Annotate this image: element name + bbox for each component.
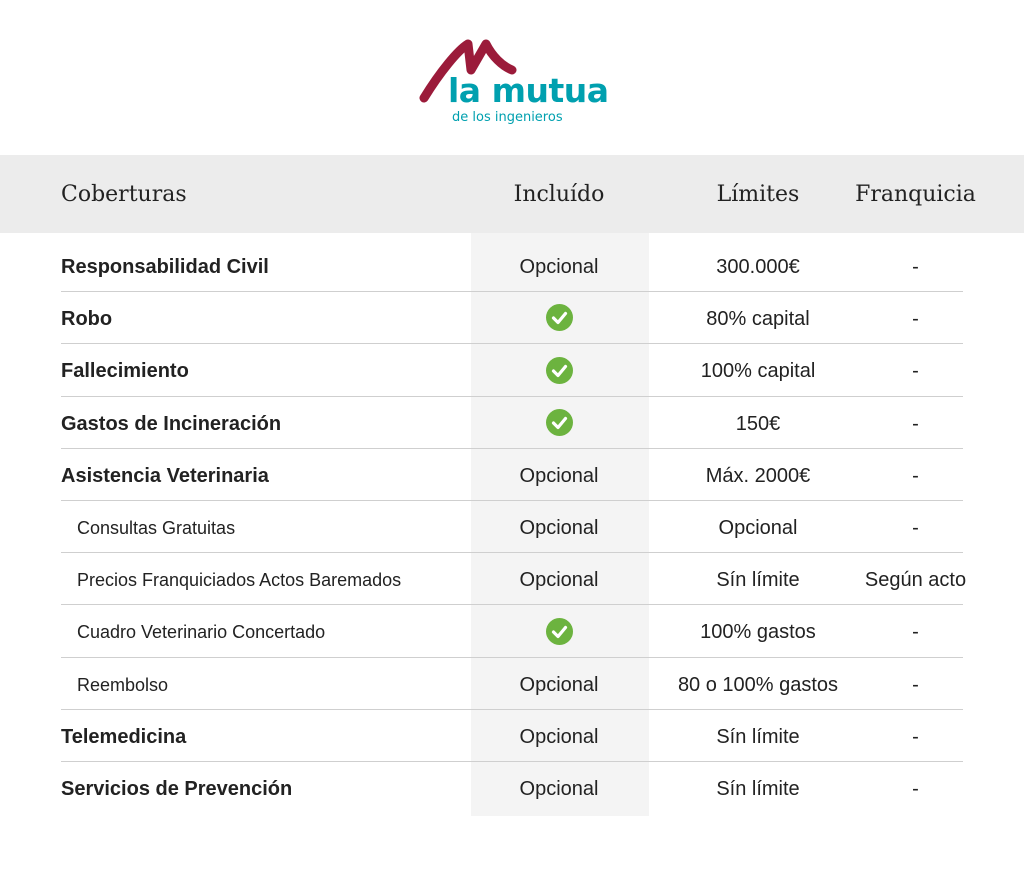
- limit-value: 150€: [735, 412, 781, 435]
- coverage-name: Robo: [61, 308, 113, 331]
- coverage-name: Servicios de Prevención: [61, 777, 293, 800]
- coverage-name: Reembolso: [77, 674, 169, 695]
- coverage-name: Precios Franquiciados Actos Baremados: [77, 570, 402, 591]
- included-cell: [470, 605, 648, 657]
- coverage-name: Responsabilidad Civil: [61, 256, 269, 278]
- table-header: [0, 155, 1024, 233]
- included-value: Opcional: [519, 256, 599, 278]
- coverage-name: Telemedicina: [61, 725, 187, 748]
- included-value: Opcional: [519, 673, 599, 696]
- included-value: Opcional: [519, 464, 599, 487]
- header-coverage: Coberturas: [61, 182, 187, 207]
- coverage-name: Asistencia Veterinaria: [61, 464, 269, 487]
- table-row: [0, 344, 1024, 396]
- header-deductible: Franquicia: [855, 182, 976, 207]
- table-row: [0, 710, 1024, 762]
- check-icon: [546, 357, 573, 384]
- deductible-value: Según acto: [864, 569, 967, 592]
- table-row: [0, 605, 1024, 657]
- coverage-name: Cuadro Veterinario Concertado: [77, 622, 326, 643]
- limit-value: Sín límite: [716, 569, 800, 592]
- limit-value: 300.000€: [716, 256, 800, 278]
- logo-tagline: de los ingenieros: [452, 110, 563, 125]
- coverage-name: Consultas Gratuitas: [77, 517, 236, 538]
- deductible-value: -: [912, 308, 919, 331]
- check-icon: [546, 618, 573, 645]
- included-cell: [470, 397, 648, 449]
- included-cell: [470, 344, 648, 396]
- deductible-value: -: [912, 360, 919, 383]
- table-row: [0, 240, 1024, 292]
- coverage-table: [0, 240, 1024, 814]
- included-cell: [470, 292, 648, 344]
- deductible-value: -: [912, 725, 919, 748]
- deductible-value: -: [912, 516, 919, 539]
- check-icon: [546, 304, 573, 331]
- limit-value: Sín límite: [716, 777, 800, 800]
- header-limits: Límites: [716, 182, 800, 207]
- limit-value: Sín límite: [716, 725, 800, 748]
- limit-value: 80 o 100% gastos: [677, 673, 839, 696]
- table-row: [0, 292, 1024, 344]
- deductible-value: -: [912, 464, 919, 487]
- deductible-value: -: [912, 621, 919, 644]
- included-value: Opcional: [519, 777, 599, 800]
- limit-value: Opcional: [718, 516, 798, 539]
- logo-wordmark: la mutua: [448, 71, 609, 110]
- included-value: Opcional: [519, 516, 599, 539]
- table-row: [0, 501, 1024, 553]
- deductible-value: -: [912, 777, 919, 800]
- table-row: [0, 553, 1024, 605]
- deductible-value: -: [912, 673, 919, 696]
- included-value: Opcional: [519, 569, 599, 592]
- limit-value: 100% capital: [700, 360, 816, 383]
- deductible-value: -: [912, 256, 919, 278]
- check-icon: [546, 409, 573, 436]
- limit-value: 100% gastos: [700, 621, 816, 644]
- table-row: [0, 397, 1024, 449]
- coverage-name: Fallecimiento: [61, 360, 189, 383]
- limit-value: 80% capital: [706, 308, 810, 331]
- table-row: [0, 762, 1024, 814]
- brand-logo: [418, 36, 618, 132]
- included-value: Opcional: [519, 725, 599, 748]
- header-included: Incluído: [513, 182, 605, 207]
- coverage-name: Gastos de Incineración: [61, 412, 282, 435]
- deductible-value: -: [912, 412, 919, 435]
- table-row: [0, 658, 1024, 710]
- table-row: [0, 449, 1024, 501]
- limit-value: Máx. 2000€: [705, 464, 811, 487]
